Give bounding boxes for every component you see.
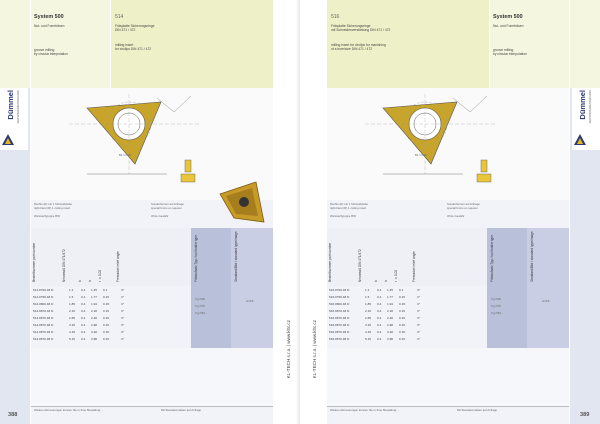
right-standard-column	[527, 228, 569, 348]
table-row	[329, 323, 420, 329]
cell: 1.1	[69, 288, 74, 292]
table-row	[33, 316, 124, 322]
col-header-relief: Freiwinkel relief angle	[412, 251, 416, 282]
product-code: 514	[115, 14, 124, 20]
right-table-header	[327, 228, 487, 286]
brand-tagline: ZERSPANUNGSTECHNIK	[16, 90, 20, 124]
page-number-left: 388	[8, 412, 18, 418]
col-header-b: b	[374, 280, 378, 282]
note-1-extra: Werkstoffgruppe B/D	[34, 214, 60, 218]
note-1-de: Rechts (R) mit 1 Schneidplatte	[34, 202, 72, 206]
product-desc-en2: for circlips DIN 471 / 472	[115, 47, 152, 51]
cell: 1.77	[387, 295, 394, 299]
holder-type-2: Typ 570	[195, 304, 205, 308]
cell: 3°	[417, 316, 420, 320]
cell: 4.15	[69, 330, 76, 334]
col-header-relief: Freiwinkel relief angle	[116, 251, 120, 282]
cell: 1.45	[387, 288, 394, 292]
cell: 3.48	[387, 330, 394, 334]
system-subtitle: Nut- und Formfräsen	[493, 24, 524, 28]
cell: 2.48	[387, 316, 394, 320]
table-row	[329, 295, 420, 301]
col-header-nominal: Nennmaß DIN 471/472	[358, 249, 362, 282]
col-header-h: h	[88, 280, 92, 282]
cell: 0.4	[81, 330, 86, 334]
cell: 514.0750.48 D	[33, 295, 54, 299]
col-header-partnumber: Bestellnummer part number	[32, 242, 36, 282]
cell: 3°	[121, 295, 124, 299]
footer-de: Weitere Abmessungen können Sie in Ihrer Bestellung...	[34, 408, 103, 412]
cell: 514.0870.48 D	[33, 330, 54, 334]
cell: 516.0870.48 D	[329, 316, 350, 320]
col-header-b: b	[78, 280, 82, 282]
note-1-en: right-hand (R) 1 cutting insert	[330, 206, 367, 210]
cell: 3°	[121, 288, 124, 292]
table-row	[33, 302, 124, 308]
cell: 0.15	[103, 316, 110, 320]
cell: 2.65	[365, 316, 372, 320]
cell: 3°	[121, 309, 124, 313]
cell: 1.94	[91, 302, 98, 306]
product-desc-en: milling insert for circlips for machining	[331, 43, 386, 47]
cell: 516.0870.48 D	[329, 309, 350, 313]
table-row	[329, 330, 420, 336]
system-subtitle-en2: by circular interpolation	[493, 52, 527, 56]
table-row	[329, 337, 420, 343]
cell: 3°	[121, 302, 124, 306]
cell: 0.4	[377, 302, 382, 306]
holder-type-1: Typ 500	[195, 297, 205, 301]
note-2-extra: Ohne Gewähr	[151, 214, 169, 218]
note-2-de: Sonderformen auf Anfrage	[151, 202, 184, 206]
cell: 516.0870.48 D	[329, 330, 350, 334]
cell: 3°	[417, 330, 420, 334]
product-desc-de: Fräsplatte Sicherungsringe	[115, 24, 155, 28]
cell: 1.94	[387, 302, 394, 306]
cell: 0.15	[103, 309, 110, 313]
standard-value: Δ=3/5	[246, 299, 254, 303]
brand-logo-icon	[574, 134, 586, 146]
brand-logo	[0, 88, 28, 150]
cell: 0.4	[377, 288, 382, 292]
reseller-text-left: KL-TECH s.r.o. | www.kltc.cz	[286, 320, 291, 379]
table-row	[33, 295, 124, 301]
cell: 3°	[417, 295, 420, 299]
cell: 2.15	[69, 309, 76, 313]
product-desc-de2: mit Schneidenverstärkung DIN 471 / 472	[331, 28, 391, 32]
cell: 2.18	[387, 309, 394, 313]
holder-type-3: Typ 581	[491, 311, 501, 315]
cell: 1.77	[91, 295, 98, 299]
system-subtitle-en2: by circular interpolation	[34, 52, 68, 56]
product-code: 516	[331, 14, 340, 20]
standard-value: Δ=3/5	[542, 299, 550, 303]
cell: 0.15	[103, 302, 110, 306]
table-row	[33, 337, 124, 343]
cell: 2.15	[365, 309, 372, 313]
right-notes-area	[327, 200, 569, 228]
cell: 0.15	[103, 323, 110, 327]
holder-type-2: Typ 570	[491, 304, 501, 308]
cell: 0.4	[81, 302, 86, 306]
brand-tagline: ZERSPANUNGSTECHNIK	[588, 90, 592, 124]
holder-type-1: Typ 500	[491, 297, 501, 301]
system-subtitle-en: groove milling	[34, 48, 55, 52]
footer-en: Mit Standard platten auf Anfrage	[457, 408, 498, 412]
cell: 0.15	[399, 337, 406, 341]
col-header-holder: Fräsaufsatz Typ / tool holder type	[490, 234, 494, 282]
cell: 1.85	[365, 302, 372, 306]
table-row	[33, 288, 124, 294]
system-subtitle: Nut- und Formfräsen	[34, 24, 65, 28]
cell: 514.0700.48 D	[33, 288, 54, 292]
cell: 1.85	[69, 302, 76, 306]
cell: 0.15	[103, 330, 110, 334]
cell: 0.15	[399, 302, 406, 306]
col-header-r: r ±0.02	[98, 269, 102, 282]
cell: 514.0800.48 D	[33, 302, 54, 306]
product-desc-en2: of a bore/size DIN 471 / 472	[331, 47, 373, 51]
note-2-en: special forms on request	[151, 206, 182, 210]
note-1-de: Rechts (R) mit 1 Schneidplatte	[330, 202, 368, 206]
dimension-label: B1 ± 0.02	[415, 153, 427, 157]
insert-photo	[214, 178, 272, 226]
cell: 3.48	[91, 330, 98, 334]
dimension-label: B1 ± 0.02	[119, 153, 131, 157]
insert-technical-drawing	[365, 94, 535, 198]
cell: 0.15	[399, 309, 406, 313]
table-row	[329, 309, 420, 315]
cell: 1.5	[69, 295, 74, 299]
cell: 5.15	[365, 337, 372, 341]
left-holder-column	[191, 228, 231, 348]
table-row	[329, 288, 420, 294]
cell: 0.1	[399, 288, 404, 292]
left-header-product	[111, 0, 273, 88]
cell: 3°	[121, 316, 124, 320]
system-subtitle-en: groove milling	[493, 48, 514, 52]
note-2-en: special forms on request	[447, 206, 478, 210]
cell: 2.18	[91, 309, 98, 313]
col-header-h: h	[384, 280, 388, 282]
cell: 4.15	[365, 330, 372, 334]
table-row	[33, 309, 124, 315]
cell: 0.4	[377, 309, 382, 313]
cell: 516.0800.48 D	[329, 302, 350, 306]
left-standard-column	[231, 228, 273, 348]
col-header-standard: Standard/Bild / standard type/image	[234, 231, 238, 282]
cell: 0.15	[399, 330, 406, 334]
cell: 0.4	[377, 323, 382, 327]
cell: 0.1	[103, 288, 108, 292]
cell: 0.4	[81, 309, 86, 313]
col-header-holder: Fräsaufsatz Typ / tool holder type	[194, 234, 198, 282]
footer-de: Weitere Abmessungen können Sie in Ihrer Bestellung...	[330, 408, 399, 412]
brand-name: Dümmel	[6, 90, 15, 120]
right-diagram-area	[327, 88, 569, 200]
cell: 0.4	[81, 337, 86, 341]
right-lower-block	[327, 348, 569, 406]
cell: 0.15	[399, 295, 406, 299]
page-number-right: 389	[580, 412, 590, 418]
right-header-corner	[570, 0, 600, 88]
right-footer	[327, 406, 569, 424]
table-row	[33, 330, 124, 336]
product-desc-en: milling insert	[115, 43, 134, 47]
cell: 3.98	[387, 337, 394, 341]
cell: 0.4	[377, 316, 382, 320]
cell: 3°	[121, 330, 124, 334]
left-header-system	[31, 0, 110, 88]
right-table-body	[327, 286, 487, 348]
cell: 1.1	[365, 288, 370, 292]
cell: 3°	[417, 323, 420, 327]
right-header-system	[490, 0, 569, 88]
col-header-standard: Standard/Bild / standard type/image	[530, 231, 534, 282]
cell: 3°	[417, 309, 420, 313]
note-2-extra: Ohne Gewähr	[447, 214, 465, 218]
left-header-corner	[0, 0, 30, 88]
cell: 514.0870.48 D	[33, 337, 54, 341]
cell: 0.4	[377, 295, 382, 299]
product-desc-de: Fräsplatte Sicherungsringe	[331, 24, 371, 28]
cell: 0.15	[399, 316, 406, 320]
left-table-header	[31, 228, 191, 286]
right-page	[300, 0, 600, 424]
cell: 0.15	[103, 337, 110, 341]
col-header-partnumber: Bestellnummer part number	[328, 242, 332, 282]
cell: 0.4	[81, 295, 86, 299]
cell: 3°	[417, 288, 420, 292]
cell: 0.4	[81, 316, 86, 320]
table-row	[329, 316, 420, 322]
cell: 0.15	[103, 295, 110, 299]
cell: 0.4	[377, 330, 382, 334]
cell: 3°	[121, 323, 124, 327]
holder-type-3: Typ 581	[195, 311, 205, 315]
brand-logo-icon	[2, 134, 14, 146]
cell: 1.45	[91, 288, 98, 292]
note-2-de: Sonderformen auf Anfrage	[447, 202, 480, 206]
cell: 514.0870.48 D	[33, 316, 54, 320]
brand-logo	[572, 88, 600, 150]
cell: 3°	[417, 337, 420, 341]
cell: 0.4	[81, 288, 86, 292]
cell: 3.15	[365, 323, 372, 327]
footer-en: Mit Standard platten auf Anfrage	[161, 408, 202, 412]
cell: 0.15	[399, 323, 406, 327]
note-1-en: right-hand (R) 1 cutting insert	[34, 206, 71, 210]
cell: 2.98	[387, 323, 394, 327]
cell: 3°	[121, 337, 124, 341]
cell: 5.15	[69, 337, 76, 341]
brand-name: Dümmel	[578, 90, 587, 120]
cell: 3.15	[69, 323, 76, 327]
cell: 3°	[417, 302, 420, 306]
cell: 2.48	[91, 316, 98, 320]
reseller-text-right: KL-TECH s.r.o. | www.kltc.cz	[312, 320, 317, 379]
table-row	[33, 323, 124, 329]
cell: 516.0870.48 D	[329, 323, 350, 327]
system-title: System 500	[493, 14, 523, 20]
left-lower-block	[31, 348, 273, 406]
system-title: System 500	[34, 14, 64, 20]
cell: 1.5	[365, 295, 370, 299]
right-holder-column	[487, 228, 527, 348]
cell: 516.0870.48 D	[329, 337, 350, 341]
cell: 2.65	[69, 316, 76, 320]
cell: 514.0870.48 D	[33, 309, 54, 313]
note-1-extra: Werkstoffgruppe B/D	[330, 214, 356, 218]
col-header-r: r ±0.02	[394, 269, 398, 282]
cell: 3.98	[91, 337, 98, 341]
cell: 2.98	[91, 323, 98, 327]
cell: 516.0700.48 D	[329, 288, 350, 292]
table-row	[329, 302, 420, 308]
cell: 0.4	[81, 323, 86, 327]
left-footer	[31, 406, 273, 424]
cell: 0.4	[377, 337, 382, 341]
col-header-nominal: Nennmaß DIN 471/472	[62, 249, 66, 282]
right-header-product	[327, 0, 489, 88]
left-table-body	[31, 286, 191, 348]
cell: 514.0870.48 D	[33, 323, 54, 327]
product-desc-de2: DIN 471 / 472	[115, 28, 136, 32]
cell: 516.0750.48 D	[329, 295, 350, 299]
